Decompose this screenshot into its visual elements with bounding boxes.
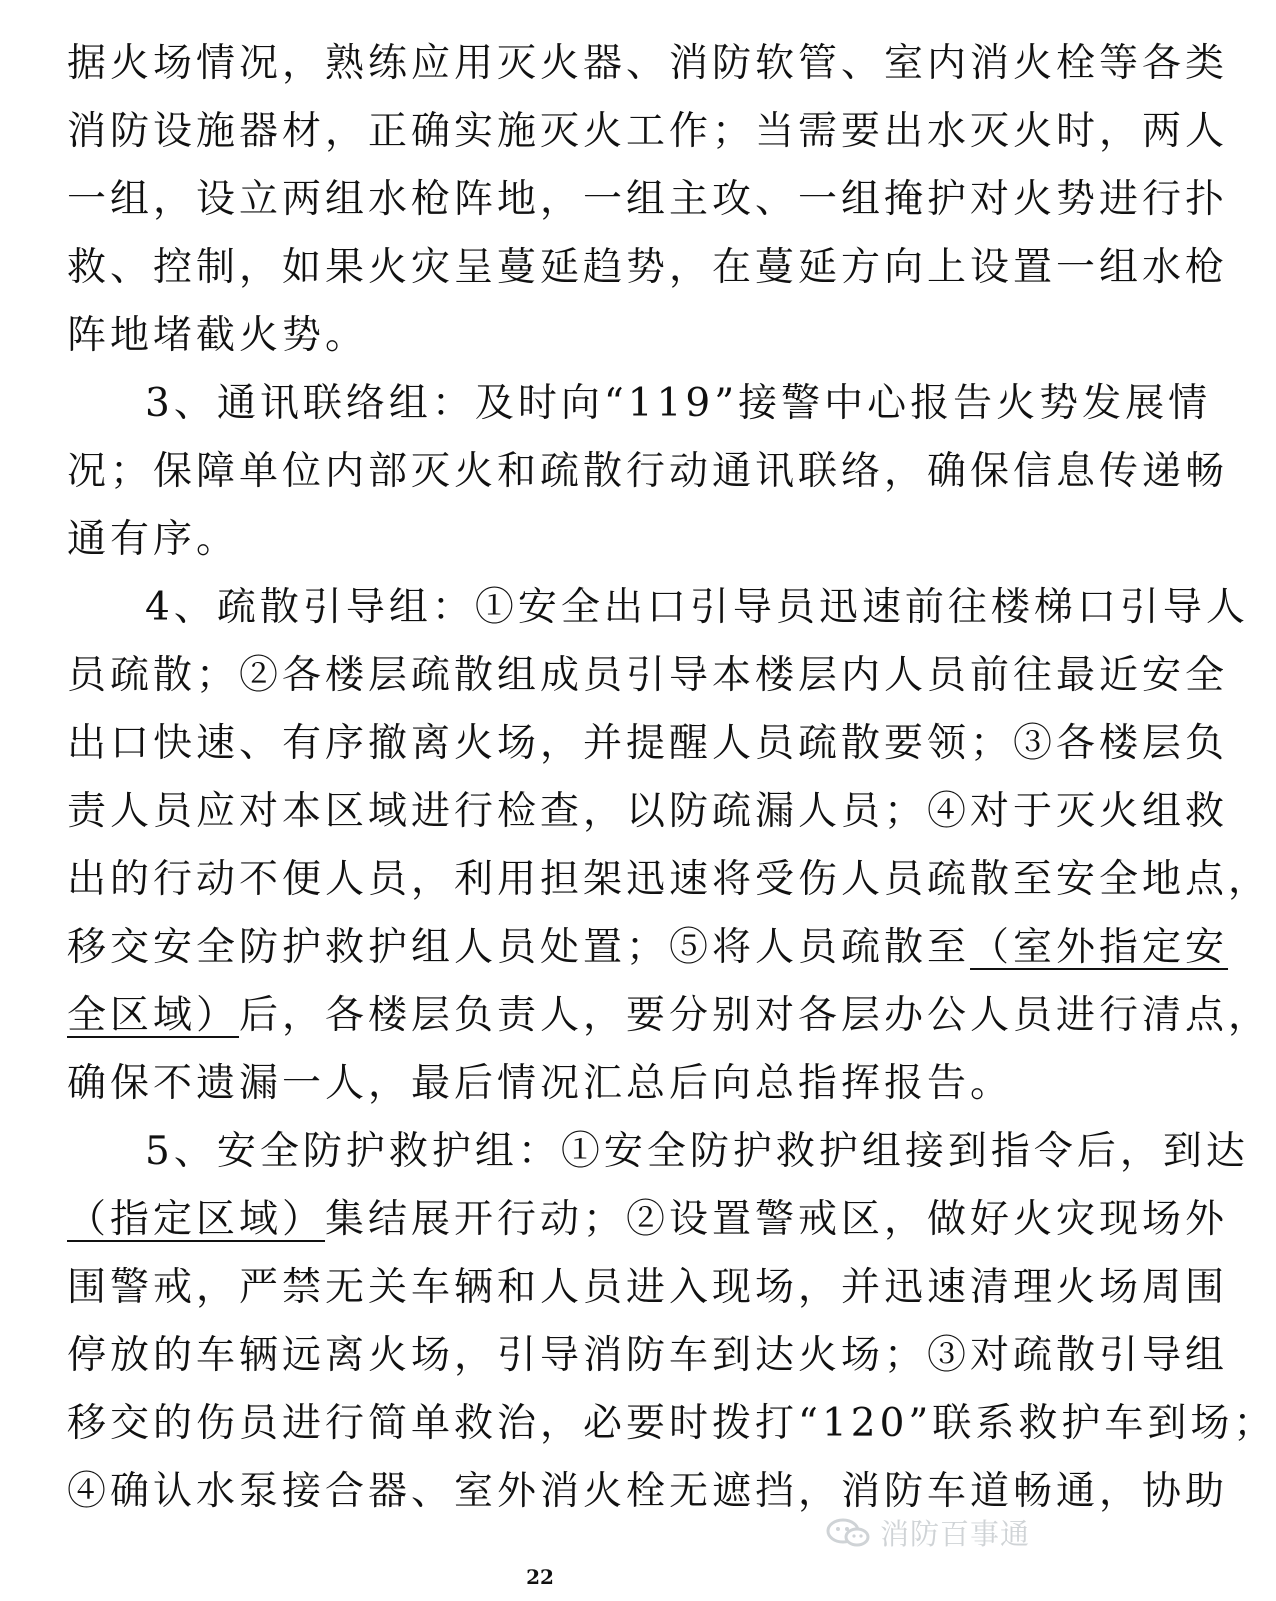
text-line: 出的行动不便人员，利用担架迅速将受伤人员疏散至安全地点， (67, 857, 1272, 902)
text-line (67, 1186, 1229, 1254)
watermark (826, 1512, 1030, 1553)
line-segment: 集结展开行动；②设置警戒区，做好火灾现场外 (325, 1197, 1229, 1242)
text-line: 3、通讯联络组：及时向“119”接警中心报告火势发展情 (145, 381, 1212, 426)
underlined-segment: （指定区域） (67, 1197, 326, 1242)
page-number: 22 (526, 1565, 554, 1589)
text-line: 消防设施器材，正确实施灭火工作；当需要出水灭火时，两人 (67, 109, 1229, 154)
wechat-logo-icon (826, 1517, 872, 1549)
text-line: 员疏散；②各楼层疏散组成员引导本楼层内人员前往最近安全 (67, 653, 1229, 698)
text-line: 一组，设立两组水枪阵地，一组主攻、一组掩护对火势进行扑 (67, 177, 1229, 222)
text-line: 5、安全防护救护组：①安全防护救护组接到指令后，到达 (145, 1129, 1249, 1174)
line-segment: 后，各楼层负责人，要分别对各层办公人员进行清点， (239, 993, 1272, 1038)
underlined-segment: （室外指定安 (970, 925, 1229, 970)
text-line: 出口快速、有序撤离火场，并提醒人员疏散要领；③各楼层负 (67, 721, 1229, 766)
text-line: 确保不遗漏一人，最后情况汇总后向总指挥报告。 (67, 1061, 1014, 1106)
text-line: 救、控制，如果火灾呈蔓延趋势，在蔓延方向上设置一组水枪 (67, 245, 1229, 290)
text-line: 移交的伤员进行简单救治，必要时拨打“120”联系救护车到场； (67, 1401, 1276, 1446)
line-segment: 移交安全防护救护组人员处置；⑤将人员疏散至 (67, 925, 971, 970)
text-line: 责人员应对本区域进行检查，以防疏漏人员；④对于灭火组救 (67, 789, 1229, 834)
watermark-text: 消防百事通 (879, 1517, 1030, 1551)
text-line: 况；保障单位内部灭火和疏散行动通讯联络，确保信息传递畅 (67, 449, 1229, 494)
text-line: 据火场情况，熟练应用灭火器、消防软管、室内消火栓等各类 (67, 41, 1229, 86)
text-line: 停放的车辆远离火场，引导消防车到达火场；③对疏散引导组 (67, 1333, 1229, 1378)
text-line: 围警戒，严禁无关车辆和人员进入现场，并迅速清理火场周围 (67, 1265, 1229, 1310)
text-line (67, 982, 1272, 1050)
text-line: 通有序。 (67, 517, 240, 562)
text-line (67, 914, 1229, 982)
text-line: 4、疏散引导组：①安全出口引导员迅速前往楼梯口引导人 (145, 585, 1249, 630)
document-body (67, 30, 1276, 1526)
text-line: 阵地堵截火势。 (67, 313, 369, 358)
underlined-segment: 全区域） (67, 993, 240, 1038)
text-line: ④确认水泵接合器、室外消火栓无遮挡，消防车道畅通，协助 (67, 1469, 1229, 1514)
